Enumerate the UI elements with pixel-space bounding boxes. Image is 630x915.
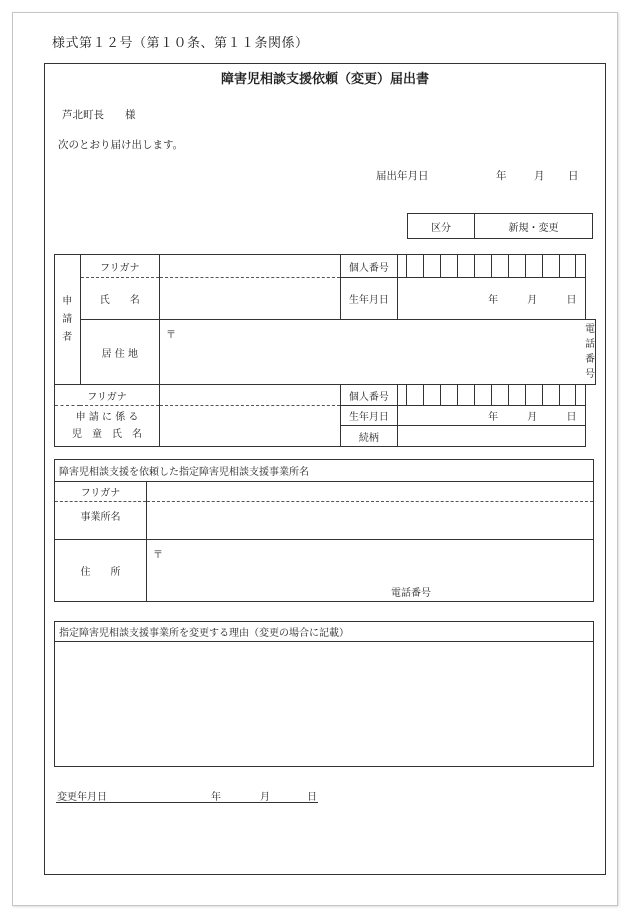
reason-heading: 指定障害児相談支援事業所を変更する理由（変更の場合に記載） xyxy=(55,622,594,642)
applicant-birth-label: 生年月日 xyxy=(340,278,398,320)
office-name-field[interactable] xyxy=(147,502,594,540)
office-address-field[interactable] xyxy=(147,540,594,602)
submission-year: 年 xyxy=(496,170,507,182)
child-furigana-field[interactable] xyxy=(160,385,341,406)
submission-date-label: 届出年月日 xyxy=(376,170,429,182)
reason-table xyxy=(54,621,594,767)
applicant-id-field[interactable] xyxy=(398,255,585,278)
child-name-field[interactable] xyxy=(160,406,341,447)
submission-day: 日 xyxy=(568,170,579,182)
change-year: 年 xyxy=(211,792,221,803)
child-id-label: 個人番号 xyxy=(340,385,398,406)
office-phone-label: 電話番号 xyxy=(391,588,431,599)
office-furigana-field[interactable] xyxy=(147,482,594,502)
child-name-label: 申 請 に 係 る 児 童 氏 名 xyxy=(55,406,160,447)
category-label: 区分 xyxy=(408,214,475,239)
office-table xyxy=(54,459,594,602)
applicant-phone-label: 電話番号 xyxy=(585,324,595,380)
office-address-label: 住 所 xyxy=(55,540,147,602)
applicant-phone-field[interactable] xyxy=(585,320,596,385)
child-relation-label: 続柄 xyxy=(340,426,398,447)
child-id-field[interactable] xyxy=(398,385,585,406)
office-heading: 障害児相談支援を依頼した指定障害児相談支援事業所名 xyxy=(55,460,594,482)
change-month: 月 xyxy=(260,792,270,803)
applicant-id-label: 個人番号 xyxy=(340,255,398,278)
reason-field[interactable] xyxy=(55,642,594,767)
office-postal-mark: 〒 xyxy=(153,550,163,561)
child-id-cells xyxy=(398,385,584,405)
change-date-label: 変更年月日 xyxy=(57,792,107,803)
child-relation-field[interactable] xyxy=(398,426,585,447)
applicant-id-cells xyxy=(398,255,584,277)
office-name-label: 事業所名 xyxy=(55,502,147,540)
category-box xyxy=(407,213,593,239)
applicant-name-label: 氏 名 xyxy=(80,278,160,320)
applicant-table xyxy=(54,254,596,447)
applicant-address-label: 居 住 地 xyxy=(80,320,160,385)
category-value[interactable]: 新規・変更 xyxy=(475,214,593,239)
applicant-furigana-field[interactable] xyxy=(160,255,341,278)
child-birth-label: 生年月日 xyxy=(340,406,398,426)
intro-text: 次のとおり届け出します。 xyxy=(58,139,184,151)
applicant-furigana-label: フリガナ xyxy=(80,255,160,278)
form-caption: 様式第１２号（第１０条、第１１条関係） xyxy=(52,36,309,51)
child-birth-field[interactable]: 年 月 日 xyxy=(398,406,585,426)
submission-month: 月 xyxy=(534,170,545,182)
child-furigana-label: フリガナ xyxy=(55,385,160,406)
applicant-name-field[interactable] xyxy=(160,278,341,320)
addressee: 芦北町長 様 xyxy=(62,109,136,121)
applicant-address-field[interactable] xyxy=(160,320,585,385)
applicant-postal-mark: 〒 xyxy=(166,330,177,341)
change-day: 日 xyxy=(307,792,317,803)
office-furigana-label: フリガナ xyxy=(55,482,147,502)
applicant-group-label: 申 請 者 xyxy=(55,255,81,385)
form-title: 障害児相談支援依頼（変更）届出書 xyxy=(220,72,429,87)
applicant-birth-field[interactable]: 年 月 日 xyxy=(398,278,585,320)
